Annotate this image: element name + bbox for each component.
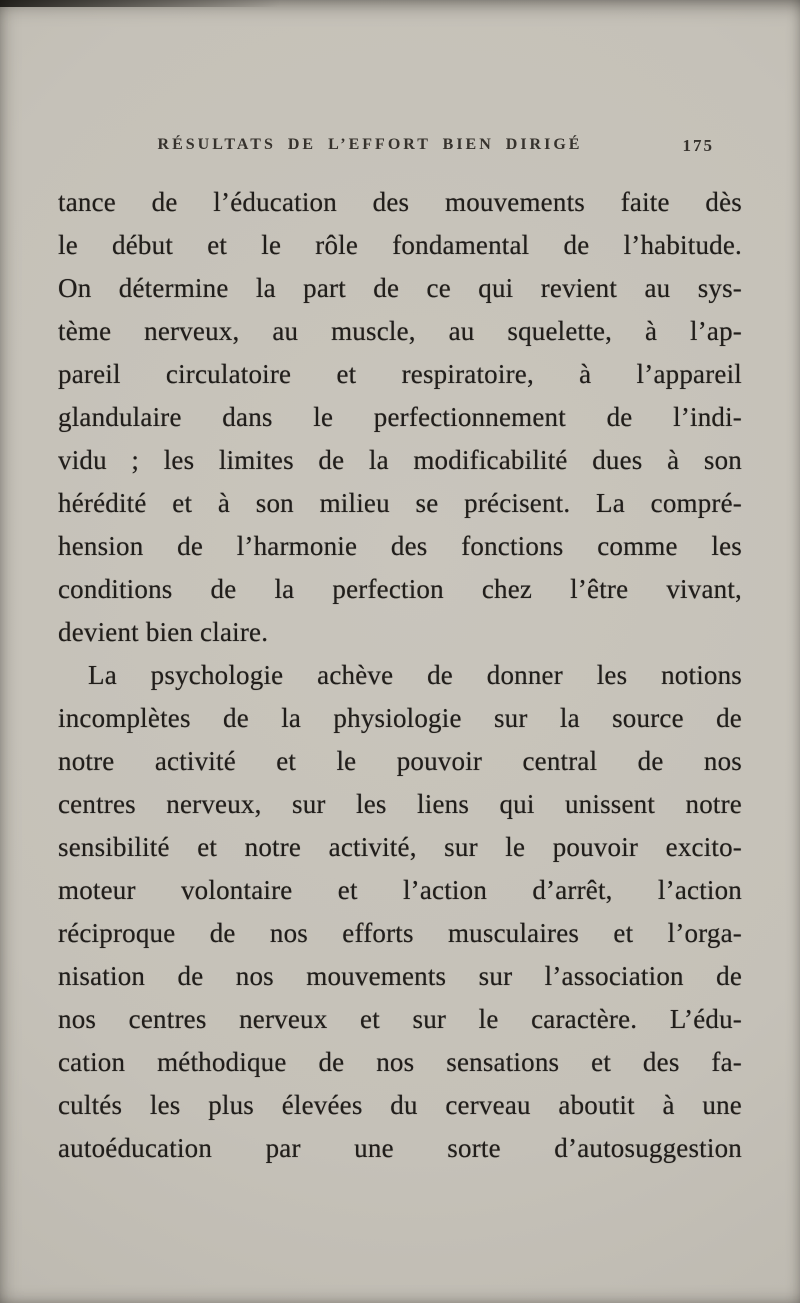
text-line: conditions de la perfection chez l’être vivant, (58, 574, 742, 604)
text-line: cation méthodique de nos sensations et des fa- (58, 1047, 742, 1077)
text-line: nos centres nerveux et sur le caractère. L’édu- (58, 1004, 742, 1034)
text-line: hension de l’harmonie des fonctions comme les (58, 531, 742, 561)
text-line: moteur volontaire et l’action d’arrêt, l’action (58, 875, 742, 905)
text-line: vidu ; les limites de la modificabilité dues à son (58, 445, 742, 475)
text-line: glandulaire dans le perfectionnement de l’indi- (58, 402, 742, 432)
text-line: le début et le rôle fondamental de l’habitude. (58, 230, 742, 260)
page-number: 175 (682, 136, 714, 155)
text-line: On détermine la part de ce qui revient au sys- (58, 273, 742, 303)
paragraph-1 (58, 181, 742, 654)
text-line: incomplètes de la physiologie sur la source de (58, 703, 742, 733)
text-line: tème nerveux, au muscle, au squelette, à l’ap- (58, 316, 742, 346)
text-line: nisation de nos mouvements sur l’association de (58, 961, 742, 991)
text-line: pareil circulatoire et respiratoire, à l’appareil (58, 359, 742, 389)
text-line: cultés les plus élevées du cerveau aboutit à une (58, 1090, 742, 1120)
text-line: autoéducation par une sorte d’autosuggestion (58, 1133, 742, 1163)
text-line: sensibilité et notre activité, sur le pouvoir excito- (58, 832, 742, 862)
text-line: hérédité et à son milieu se précisent. La compré- (58, 488, 742, 518)
running-title: RÉSULTATS DE L’EFFORT BIEN DIRIGÉ (157, 136, 583, 153)
page-body (58, 181, 742, 1170)
text-line: notre activité et le pouvoir central de nos (58, 746, 742, 776)
text-line: tance de l’éducation des mouvements faite dès (58, 187, 742, 217)
running-header (58, 136, 742, 154)
paragraph-2 (58, 654, 742, 1170)
text-line: La psychologie achève de donner les notions (88, 660, 742, 690)
text-line: centres nerveux, sur les liens qui unissent notre (58, 789, 742, 819)
text-line: devient bien claire. (58, 617, 269, 647)
text-line: réciproque de nos efforts musculaires et l’orga- (58, 918, 742, 948)
